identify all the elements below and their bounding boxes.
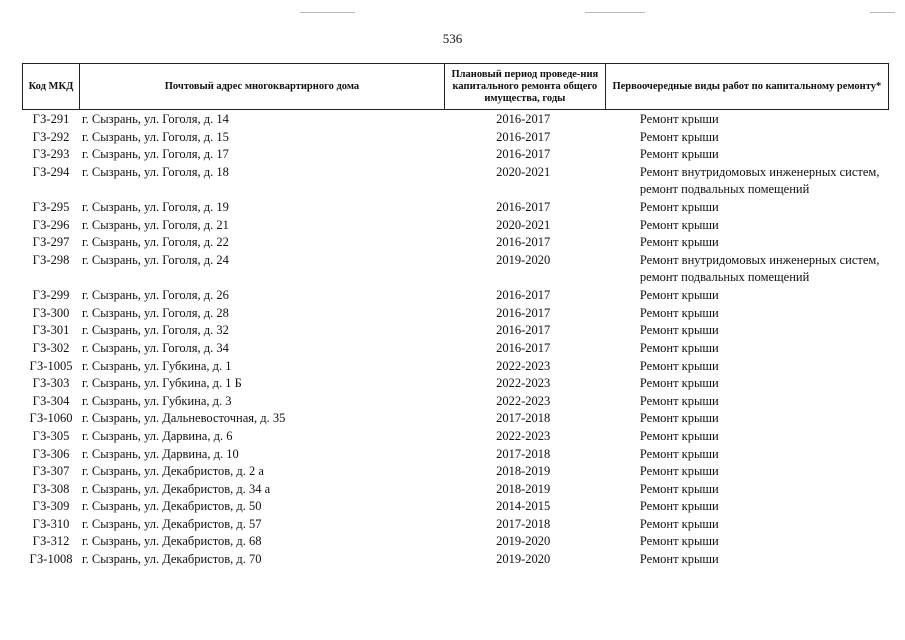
row-period: 2016-2017 (496, 147, 551, 162)
row-period: 2016-2017 (496, 200, 551, 215)
row-period: 2017-2018 (496, 446, 551, 461)
row-period: 2020-2021 (496, 164, 551, 179)
row-code: ГЗ-302 (32, 340, 70, 355)
row-works: Ремонт крыши (639, 112, 719, 126)
row-address: г. Сызрань, ул. Декабристов, д. 34 а (81, 481, 271, 496)
row-address: г. Сызрань, ул. Гоголя, д. 24 (81, 252, 229, 267)
row-period: 2016-2017 (496, 112, 551, 126)
table-row (22, 322, 889, 340)
row-address: г. Сызрань, ул. Гоголя, д. 28 (81, 305, 229, 320)
row-address: г. Сызрань, ул. Гоголя, д. 15 (81, 129, 229, 144)
row-code: ГЗ-308 (32, 481, 70, 496)
table-row (22, 111, 889, 129)
row-works: Ремонт крыши (639, 534, 719, 549)
header-period: Плановый период проведе-ния капитального ремонта общего имущества, годы (445, 64, 606, 109)
row-works: Ремонт крыши (639, 358, 719, 373)
row-code: ГЗ-298 (32, 252, 70, 267)
row-code: ГЗ-307 (32, 464, 70, 479)
row-works: Ремонт крыши (639, 481, 719, 496)
page-number: 536 (442, 31, 463, 46)
row-address: г. Сызрань, ул. Гоголя, д. 17 (81, 147, 229, 162)
row-code: ГЗ-293 (32, 147, 70, 162)
row-period: 2022-2023 (496, 358, 551, 373)
row-works: Ремонт крыши (639, 147, 719, 162)
row-address: г. Сызрань, ул. Гоголя, д. 32 (81, 323, 229, 338)
row-address: г. Сызрань, ул. Губкина, д. 3 (81, 393, 232, 408)
row-code: ГЗ-301 (32, 323, 70, 338)
row-works: Ремонт крыши (639, 235, 719, 250)
table-row (22, 146, 889, 164)
header-code: Код МКД (23, 64, 80, 109)
row-code: ГЗ-292 (32, 129, 70, 144)
row-code: ГЗ-303 (32, 376, 70, 391)
row-address: г. Сызрань, ул. Декабристов, д. 68 (81, 534, 262, 549)
table-row (22, 129, 889, 147)
table-row (22, 393, 889, 411)
row-works: Ремонт крыши (639, 200, 719, 215)
table-row (22, 217, 889, 235)
table-row (22, 446, 889, 464)
row-address: г. Сызрань, ул. Декабристов, д. 70 (81, 552, 262, 567)
row-code: ГЗ-297 (32, 235, 70, 250)
table-row (22, 287, 889, 305)
row-works: Ремонт крыши (639, 428, 719, 443)
table-row (22, 498, 889, 516)
row-works: Ремонт крыши (639, 376, 719, 391)
row-code: ГЗ-312 (32, 534, 70, 549)
table-row (22, 463, 889, 481)
row-works: Ремонт крыши (639, 288, 719, 303)
row-works: Ремонт крыши (639, 340, 719, 355)
table-row (22, 533, 889, 551)
row-code: ГЗ-300 (32, 305, 70, 320)
row-code: ГЗ-1008 (29, 552, 73, 567)
row-period: 2019-2020 (496, 552, 551, 567)
row-code: ГЗ-296 (32, 217, 70, 232)
row-address: г. Сызрань, ул. Гоголя, д. 22 (81, 235, 229, 250)
row-address: г. Сызрань, ул. Губкина, д. 1 (81, 358, 232, 373)
row-period: 2018-2019 (496, 464, 551, 479)
table-header (22, 63, 889, 110)
row-works: Ремонт крыши (639, 129, 719, 144)
row-code: ГЗ-1060 (29, 411, 73, 426)
row-works: Ремонт внутридомовых инженерных систем, ремонт подвальных помещений (639, 164, 880, 196)
row-code: ГЗ-310 (32, 516, 70, 531)
row-period: 2016-2017 (496, 323, 551, 338)
row-code: ГЗ-309 (32, 499, 70, 514)
row-address: г. Сызрань, ул. Гоголя, д. 34 (81, 340, 229, 355)
row-address: г. Сызрань, ул. Гоголя, д. 26 (81, 288, 229, 303)
row-period: 2016-2017 (496, 288, 551, 303)
row-period: 2022-2023 (496, 376, 551, 391)
table-row (22, 164, 889, 199)
row-code: ГЗ-306 (32, 446, 70, 461)
row-works: Ремонт крыши (639, 552, 719, 567)
row-address: г. Сызрань, ул. Декабристов, д. 50 (81, 499, 262, 514)
row-works: Ремонт крыши (639, 464, 719, 479)
row-address: г. Сызрань, ул. Декабристов, д. 57 (81, 516, 262, 531)
table-row (22, 428, 889, 446)
row-code: ГЗ-299 (32, 288, 70, 303)
row-works: Ремонт крыши (639, 323, 719, 338)
row-period: 2022-2023 (496, 428, 551, 443)
table-body (22, 111, 889, 569)
row-period: 2016-2017 (496, 340, 551, 355)
table-row (22, 358, 889, 376)
row-period: 2018-2019 (496, 481, 551, 496)
row-period: 2020-2021 (496, 217, 551, 232)
row-works: Ремонт крыши (639, 516, 719, 531)
table-row (22, 516, 889, 534)
row-address: г. Сызрань, ул. Дарвина, д. 6 (81, 428, 233, 443)
table-row (22, 410, 889, 428)
row-address: г. Сызрань, ул. Гоголя, д. 18 (81, 164, 229, 179)
row-works: Ремонт крыши (639, 411, 719, 426)
header-works: Первоочередные виды работ по капитальному ремонту* (612, 80, 882, 92)
row-address: г. Сызрань, ул. Гоголя, д. 19 (81, 200, 229, 215)
row-code: ГЗ-305 (32, 428, 70, 443)
row-period: 2016-2017 (496, 305, 551, 320)
scan-artifacts (0, 12, 905, 16)
row-works: Ремонт крыши (639, 446, 719, 461)
row-period: 2014-2015 (496, 499, 551, 514)
row-address: г. Сызрань, ул. Декабристов, д. 2 а (81, 464, 264, 479)
row-period: 2022-2023 (496, 393, 551, 408)
table-row (22, 234, 889, 252)
row-period: 2016-2017 (496, 235, 551, 250)
row-period: 2017-2018 (496, 411, 551, 426)
row-code: ГЗ-295 (32, 200, 70, 215)
row-works: Ремонт внутридомовых инженерных систем, ремонт подвальных помещений (639, 252, 880, 284)
row-code: ГЗ-1005 (29, 358, 73, 373)
row-address: г. Сызрань, ул. Гоголя, д. 21 (81, 217, 229, 232)
table-row (22, 340, 889, 358)
row-works: Ремонт крыши (639, 393, 719, 408)
row-period: 2017-2018 (496, 516, 551, 531)
row-code: ГЗ-304 (32, 393, 70, 408)
row-works: Ремонт крыши (639, 217, 719, 232)
row-code: ГЗ-291 (32, 112, 70, 126)
row-code: ГЗ-294 (32, 164, 70, 179)
table-row (22, 551, 889, 569)
row-works: Ремонт крыши (639, 499, 719, 514)
row-period: 2019-2020 (496, 534, 551, 549)
row-works: Ремонт крыши (639, 305, 719, 320)
row-address: г. Сызрань, ул. Дальневосточная, д. 35 (81, 411, 286, 426)
header-address: Почтовый адрес многоквартирного дома (80, 64, 445, 109)
table-row (22, 252, 889, 287)
table-row (22, 375, 889, 393)
row-address: г. Сызрань, ул. Губкина, д. 1 Б (81, 376, 242, 391)
row-period: 2019-2020 (496, 252, 551, 267)
row-address: г. Сызрань, ул. Гоголя, д. 14 (81, 112, 229, 126)
table-row (22, 481, 889, 499)
row-address: г. Сызрань, ул. Дарвина, д. 10 (81, 446, 239, 461)
row-period: 2016-2017 (496, 129, 551, 144)
table-row (22, 305, 889, 323)
table-row (22, 199, 889, 217)
